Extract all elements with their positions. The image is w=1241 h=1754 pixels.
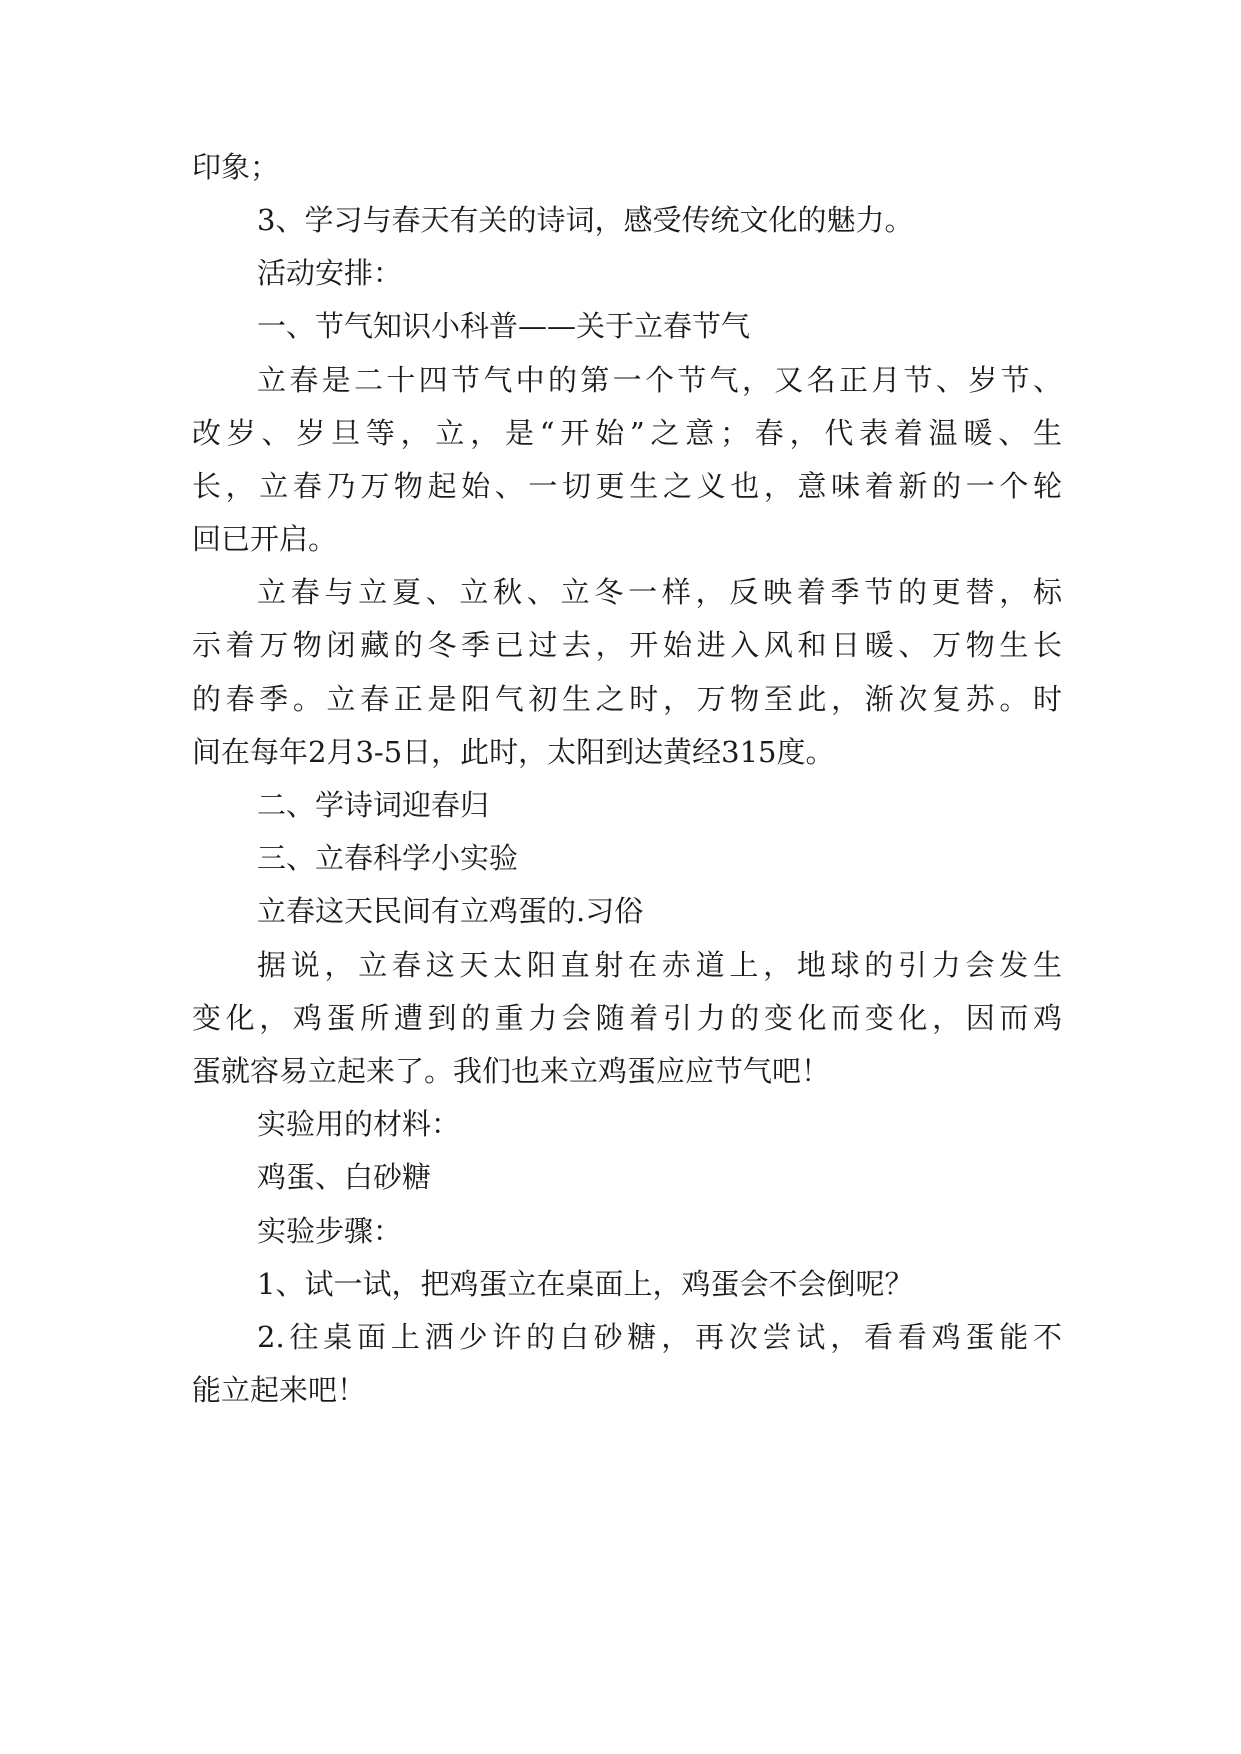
section-heading-2: 二、学诗词迎春归 [257, 788, 490, 822]
text-line-18: 蛋就容易立起来了。我们也来立鸡蛋应应节气吧！ [192, 1054, 831, 1088]
text-line-5: 立春是二十四节气中的第一个节气，又名正月节、岁节、 [257, 363, 1062, 397]
text-line-23: 2.往桌面上洒少许的白砂糖，再次尝试，看看鸡蛋能不 [257, 1320, 1062, 1354]
text-line-15: 立春这天民间有立鸡蛋的.习俗 [257, 894, 644, 928]
text-line-20: 鸡蛋、白砂糖 [257, 1160, 432, 1194]
text-line-9: 立春与立夏、立秋、立冬一样，反映着季节的更替，标 [257, 575, 1062, 609]
text-line-2: 3、学习与春天有关的诗词，感受传统文化的魅力。 [257, 203, 914, 237]
section-heading-1: 一、节气知识小科普——关于立春节气 [257, 309, 751, 343]
text-line-22: 1、试一试，把鸡蛋立在桌面上，鸡蛋会不会倒呢？ [257, 1267, 914, 1301]
text-line-8: 回已开启。 [192, 522, 338, 556]
text-line-1: 印象； [192, 150, 280, 184]
text-line-19: 实验用的材料： [257, 1107, 461, 1141]
text-line-10: 示着万物闭藏的冬季已过去，开始进入风和日暖、万物生长 [192, 628, 1062, 662]
text-line-16: 据说，立春这天太阳直射在赤道上，地球的引力会发生 [257, 948, 1062, 982]
text-line-12: 间在每年2月3-5日，此时，太阳到达黄经315度。 [192, 735, 835, 769]
text-line-6: 改岁、岁旦等，立，是“开始”之意；春，代表着温暖、生 [192, 416, 1062, 450]
section-heading-3: 三、立春科学小实验 [257, 841, 519, 875]
text-line-7: 长，立春乃万物起始、一切更生之义也，意味着新的一个轮 [192, 469, 1062, 503]
text-line-11: 的春季。立春正是阳气初生之时，万物至此，渐次复苏。时 [192, 682, 1062, 716]
text-line-3: 活动安排： [257, 256, 403, 290]
text-line-17: 变化，鸡蛋所遭到的重力会随着引力的变化而变化，因而鸡 [192, 1001, 1062, 1035]
text-line-21: 实验步骤： [257, 1214, 403, 1248]
text-line-24: 能立起来吧！ [192, 1373, 367, 1407]
